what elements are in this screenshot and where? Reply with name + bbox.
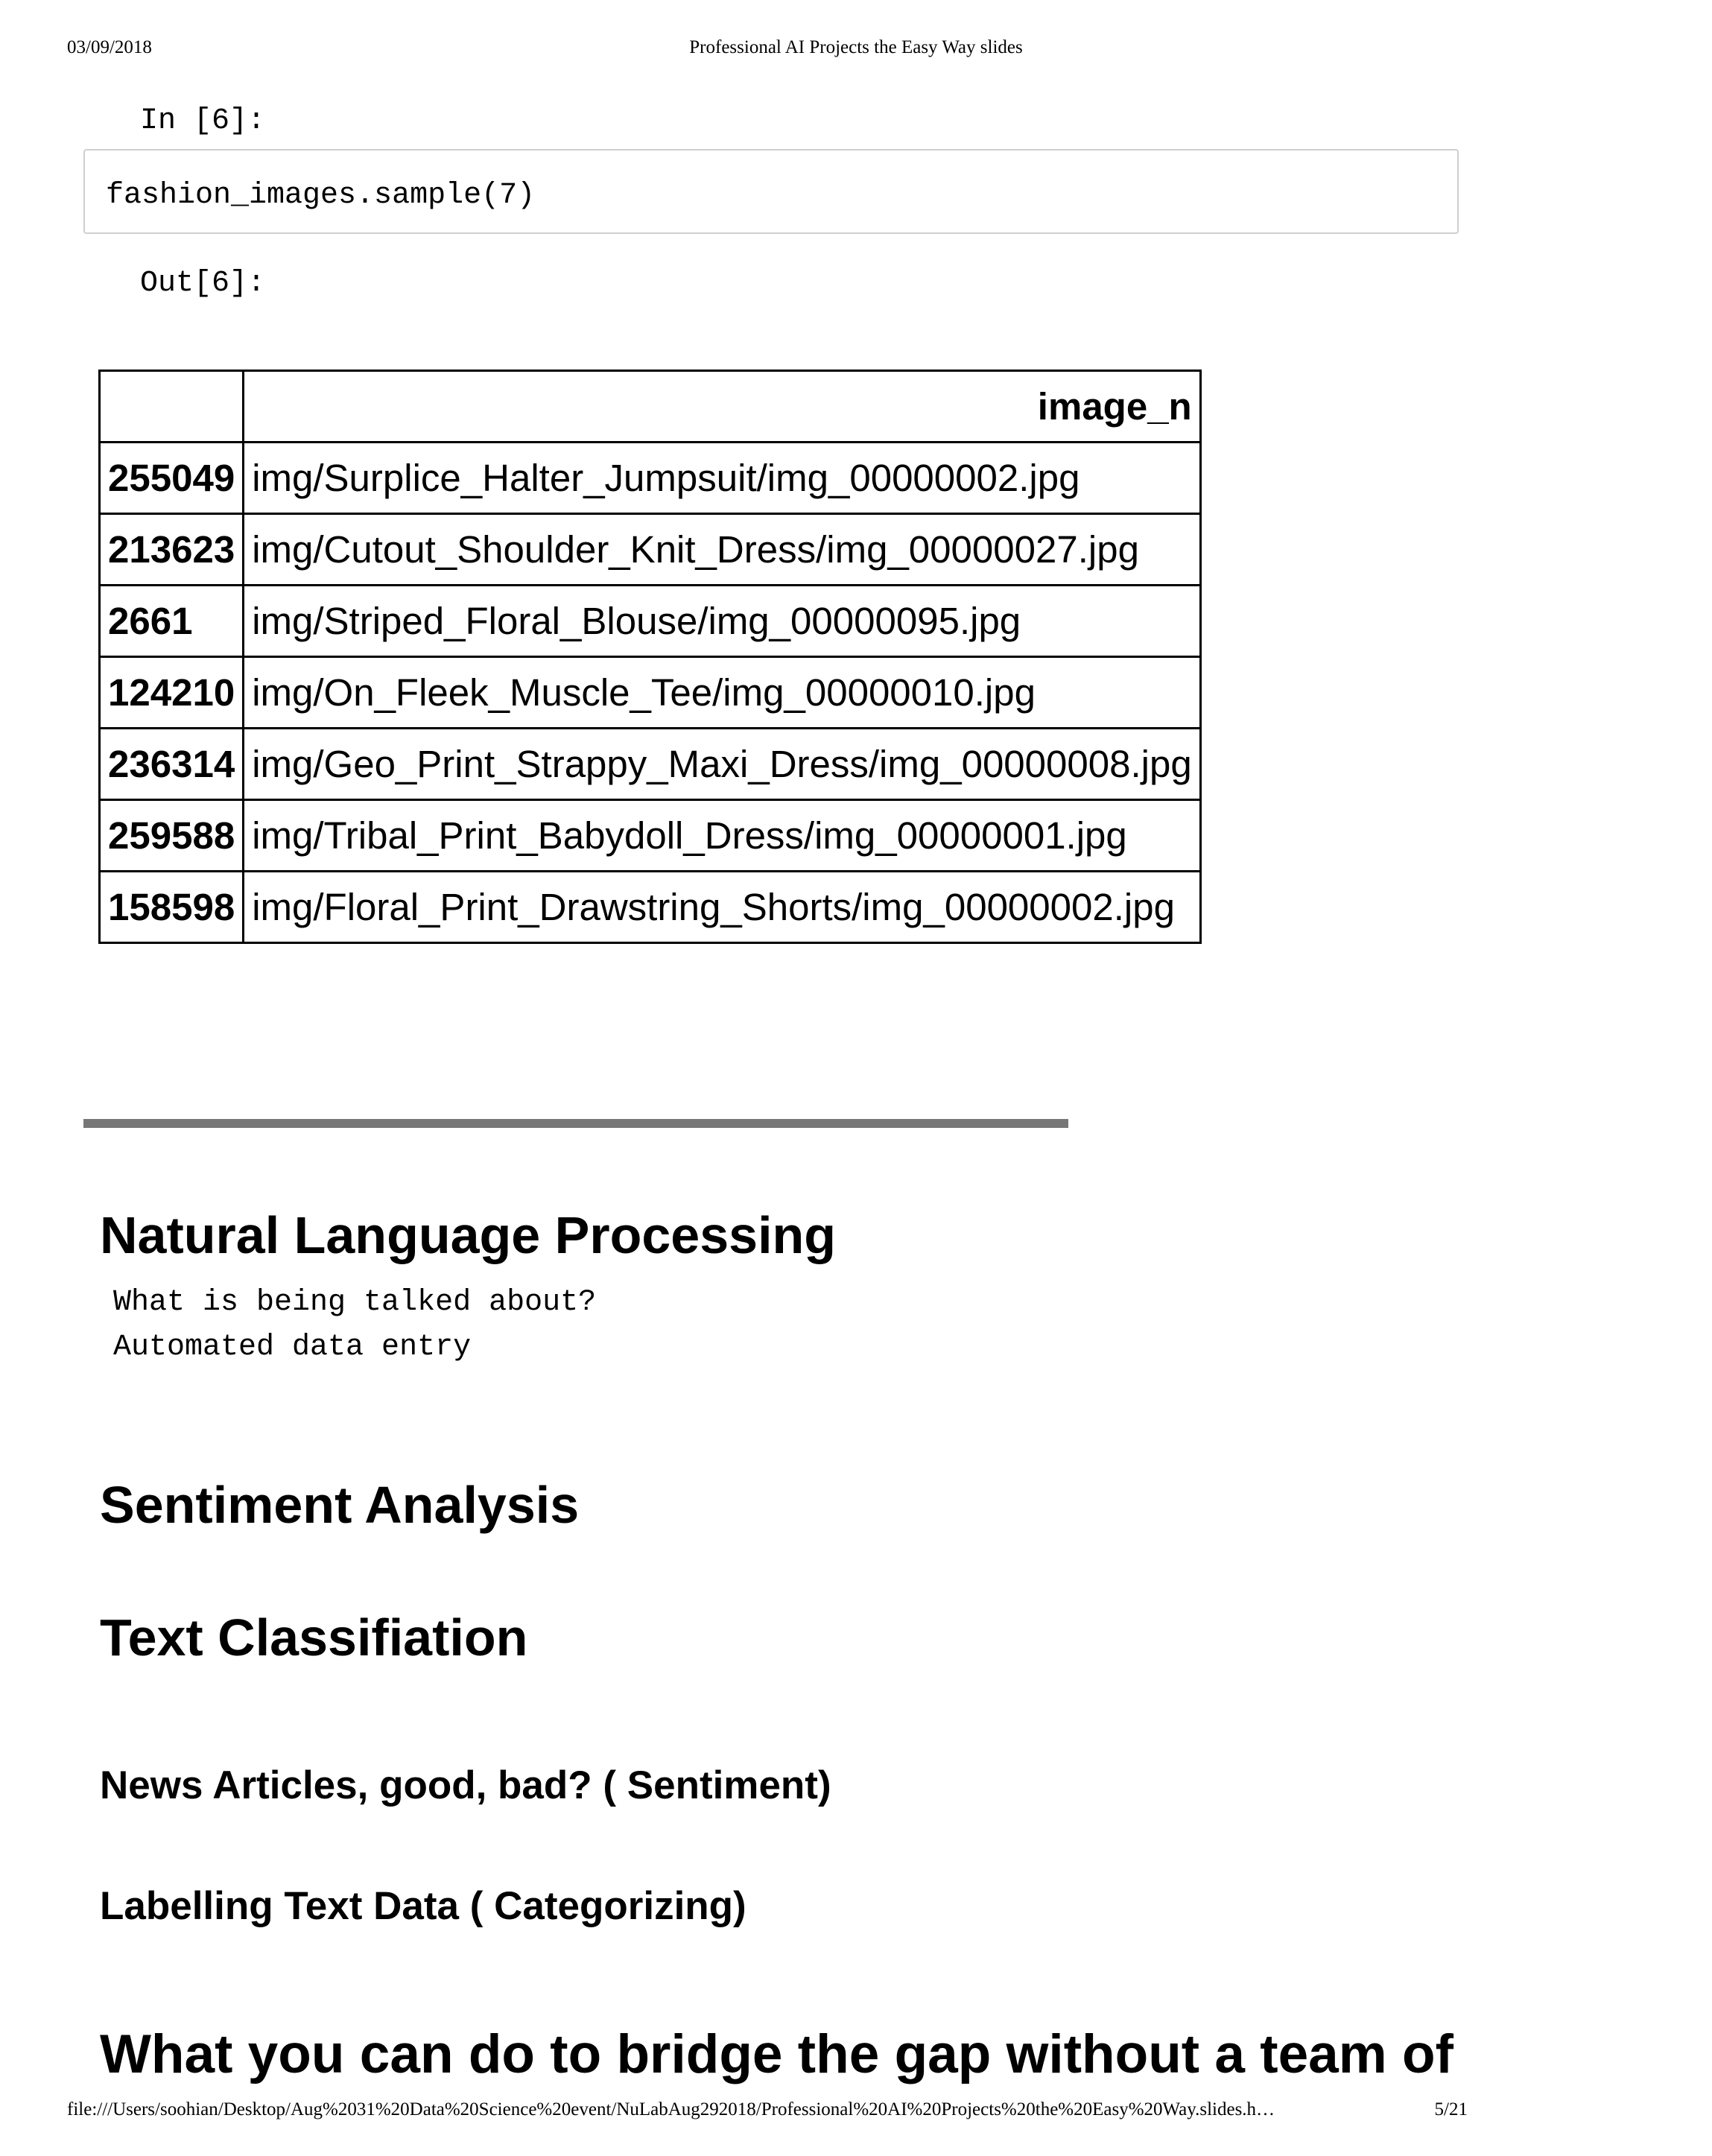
slide-divider [83,1119,1068,1128]
output-prompt: Out[6]: [140,267,266,300]
table-row [100,443,1201,514]
code-text: fashion_images.sample(7) [106,179,536,212]
row-index: 158598 [100,872,244,943]
labelling-heading: Labelling Text Data ( Categorizing) [100,1884,746,1928]
text-classification-heading: Text Classifiation [100,1608,528,1667]
table-row [100,872,1201,943]
table-row [100,514,1201,586]
print-footer-page: 5/21 [1434,2099,1468,2119]
row-value: img/Floral_Print_Drawstring_Shorts/img_00000002.jpg [244,872,1201,943]
nlp-heading: Natural Language Processing [100,1206,837,1264]
row-value: img/Striped_Floral_Blouse/img_00000095.jpg [244,586,1201,657]
row-value: img/Geo_Print_Strappy_Maxi_Dress/img_00000008.jpg [244,729,1201,800]
row-index: 259588 [100,800,244,872]
row-value: img/Tribal_Print_Babydoll_Dress/img_00000001.jpg [244,800,1201,872]
row-value: img/Surplice_Halter_Jumpsuit/img_00000002.jpg [244,443,1201,514]
table-row [100,586,1201,657]
table-row [100,729,1201,800]
index-header [100,371,244,443]
news-articles-heading: News Articles, good, bad? ( Sentiment) [100,1763,831,1807]
nlp-line-2: Automated data entry [113,1331,472,1364]
row-index: 255049 [100,443,244,514]
row-value: img/On_Fleek_Muscle_Tee/img_00000010.jpg [244,657,1201,729]
input-prompt: In [6]: [140,104,266,138]
table-header-row [100,371,1201,443]
table-row [100,657,1201,729]
dataframe-output [98,370,1192,966]
print-footer-path: file:///Users/soohian/Desktop/Aug%2031%20Data%20Science%20event/NuLabAug292018/Professional%20AI%20Projects%20the%20Easy%20Way.slides.h… [67,2099,1275,2119]
row-index: 124210 [100,657,244,729]
dataframe-table [98,370,1202,944]
print-header-date: 03/09/2018 [67,37,152,57]
row-index: 236314 [100,729,244,800]
bridge-gap-heading: What you can do to bridge the gap without a team of [100,2024,1453,2084]
row-value: img/Cutout_Shoulder_Knit_Dress/img_00000027.jpg [244,514,1201,586]
nlp-line-1: What is being talked about? [113,1286,597,1319]
print-header-title: Professional AI Projects the Easy Way slides [689,37,1023,57]
code-cell[interactable] [83,149,1459,234]
table-row [100,800,1201,872]
column-header: image_n [244,371,1201,443]
sentiment-heading: Sentiment Analysis [100,1476,580,1534]
row-index: 2661 [100,586,244,657]
row-index: 213623 [100,514,244,586]
